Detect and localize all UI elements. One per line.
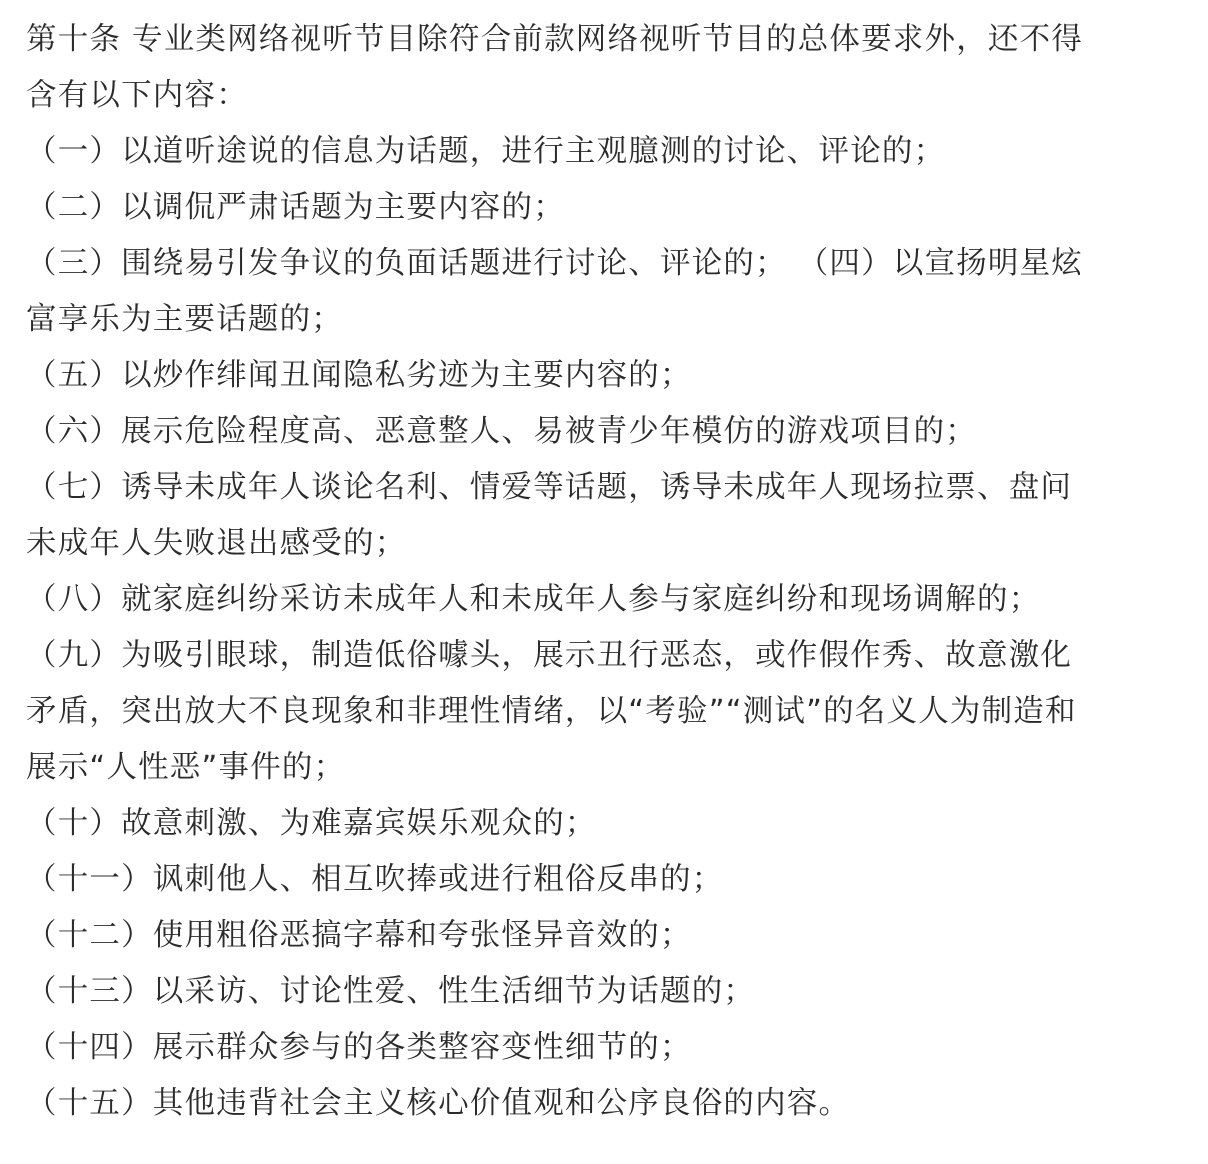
item-8: （八）就家庭纠纷采访未成年人和未成年人参与家庭纠纷和现场调解的； <box>26 582 1041 617</box>
item-3-4: （三）围绕易引发争议的负面话题进行讨论、评论的； （四）以宣扬明星炫 <box>26 246 1083 281</box>
item-10: （十）故意刺激、为难嘉宾娱乐观众的； <box>26 806 597 841</box>
item-12: （十二）使用粗俗恶搞字幕和夸张怪异音效的； <box>26 918 692 953</box>
item-14: （十四）展示群众参与的各类整容变性细节的； <box>26 1030 692 1065</box>
article-heading-line: 第十条 专业类网络视听节目除符合前款网络视听节目的总体要求外，还不得 <box>26 22 1083 57</box>
item-5: （五）以炒作绯闻丑闻隐私劣迹为主要内容的； <box>26 358 692 393</box>
item-4-cont: 富享乐为主要话题的； <box>26 302 343 337</box>
item-11: （十一）讽刺他人、相互吹捧或进行粗俗反串的； <box>26 862 724 897</box>
item-6: （六）展示危险程度高、恶意整人、易被青少年模仿的游戏项目的； <box>26 414 977 449</box>
item-7-cont: 未成年人失败退出感受的； <box>26 526 407 561</box>
item-7: （七）诱导未成年人谈论名利、情爱等话题，诱导未成年人现场拉票、盘问 <box>26 470 1073 505</box>
item-2: （二）以调侃严肃话题为主要内容的； <box>26 190 565 225</box>
item-1: （一）以道听途说的信息为话题，进行主观臆测的讨论、评论的； <box>26 134 946 169</box>
item-9-cont-1: 矛盾，突出放大不良现象和非理性情绪，以“考验”“测试”的名义人为制造和 <box>26 694 1077 729</box>
item-13: （十三）以采访、讨论性爱、性生活细节为话题的； <box>26 974 756 1009</box>
item-15: （十五）其他违背社会主义核心价值观和公序良俗的内容。 <box>26 1086 851 1121</box>
article-heading-line-cont: 含有以下内容： <box>26 78 248 113</box>
item-9: （九）为吸引眼球，制造低俗噱头，展示丑行恶态，或作假作秀、故意激化 <box>26 638 1073 673</box>
item-9-cont-2: 展示“人性恶”事件的； <box>26 750 346 785</box>
